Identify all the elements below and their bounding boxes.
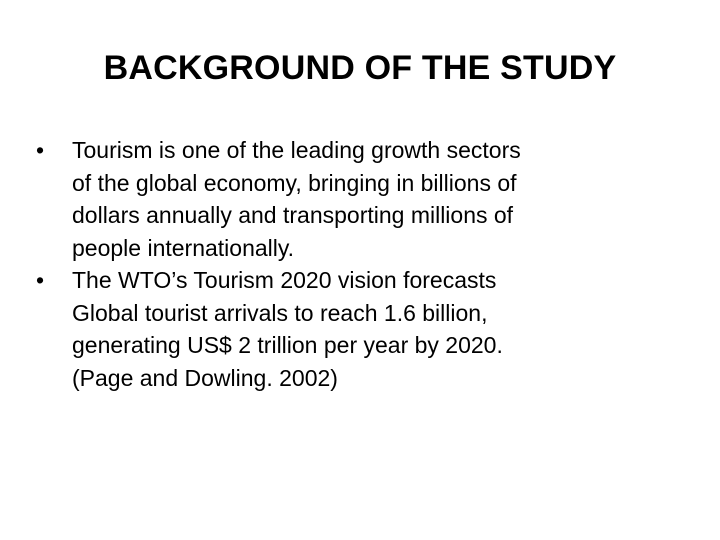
bullet-line: generating US$ 2 trillion per year by 2020. — [72, 332, 503, 358]
bullet-line: dollars annually and transporting millions of — [72, 202, 514, 228]
bullet-line: (Page and Dowling. 2002) — [72, 364, 338, 391]
bullet-list — [36, 134, 676, 394]
bullet-line: people internationally. — [72, 234, 295, 261]
bullet-line: Global tourist arrivals to reach 1.6 billion, — [72, 299, 488, 326]
bullet-icon: • — [36, 137, 45, 163]
bullet-icon: • — [36, 267, 45, 293]
bullet-line: The WTO’s Tourism 2020 vision forecasts — [72, 267, 497, 293]
bullet-line: Tourism is one of the leading growth sectors — [72, 137, 521, 163]
slide-title: BACKGROUND OF THE STUDY — [103, 49, 617, 87]
bullet-line: of the global economy, bringing in billions of — [72, 169, 517, 196]
bullet-item — [36, 134, 676, 264]
bullet-item — [36, 264, 676, 394]
